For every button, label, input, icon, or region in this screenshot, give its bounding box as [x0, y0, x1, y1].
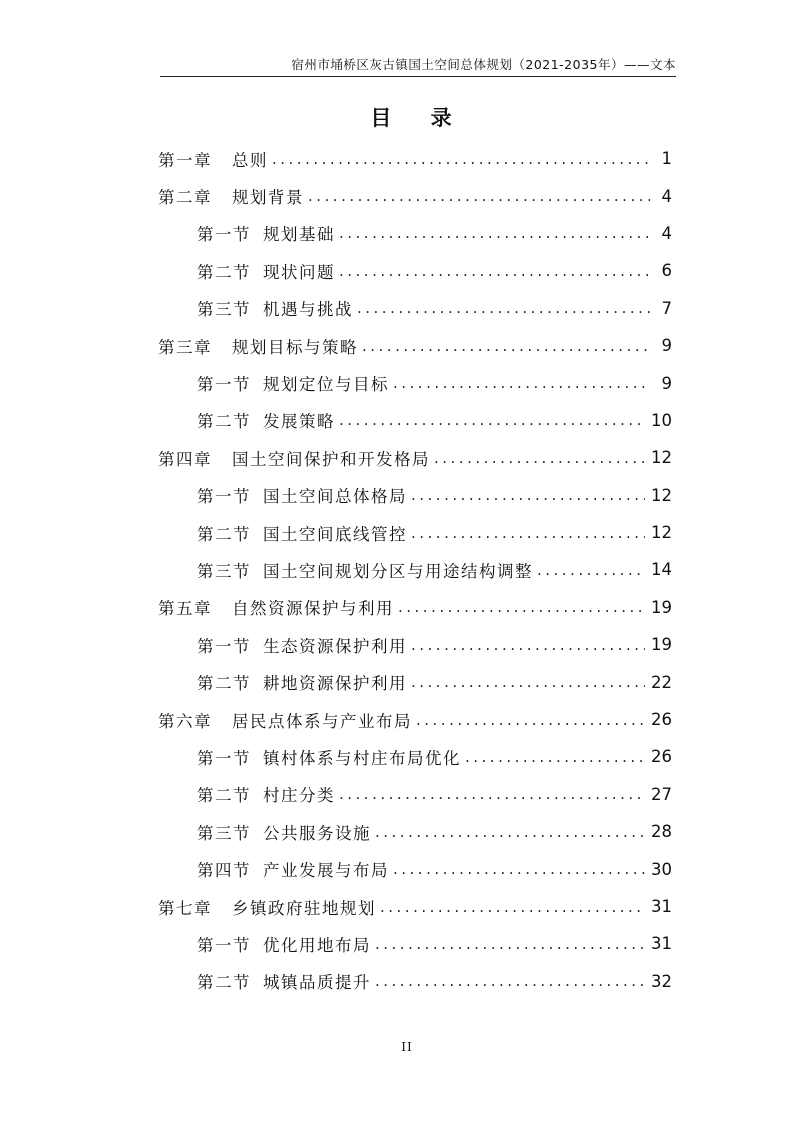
table-of-contents [158, 140, 674, 1000]
toc-entry-title: 优化用地布局 [263, 935, 371, 955]
toc-entry-section[interactable] [158, 813, 674, 850]
toc-entry-section[interactable] [158, 626, 674, 663]
toc-entry-title: 现状问题 [263, 262, 335, 282]
toc-entry-page: 1 [661, 149, 672, 169]
toc-dot-leader [339, 411, 645, 429]
toc-entry-page: 12 [651, 448, 672, 468]
toc-entry-page: 6 [661, 261, 672, 281]
toc-entry-number: 第一节 [197, 375, 251, 395]
toc-entry-label [197, 296, 353, 320]
toc-entry-page: 4 [661, 223, 672, 243]
toc-entry-label [197, 371, 389, 395]
toc-entry-title: 产业发展与布局 [263, 861, 389, 881]
toc-entry-title: 发展策略 [263, 412, 335, 432]
toc-entry-label [197, 483, 407, 507]
running-header [160, 54, 676, 77]
toc-entry-number: 第六章 [158, 711, 212, 731]
toc-entry-number: 第四节 [197, 861, 251, 881]
toc-entry-number: 第一节 [197, 636, 251, 656]
toc-entry-title: 总则 [232, 150, 268, 170]
toc-entry-number: 第三节 [197, 561, 251, 581]
toc-entry-label [158, 446, 430, 470]
toc-dot-leader [380, 898, 645, 916]
toc-entry-section[interactable] [158, 776, 674, 813]
toc-entry-title: 规划基础 [263, 225, 335, 245]
toc-entry-section[interactable] [158, 514, 674, 551]
toc-entry-number: 第二章 [158, 188, 212, 208]
toc-entry-title: 国土空间总体格局 [263, 487, 407, 507]
toc-entry-label [158, 334, 358, 358]
toc-entry-page: 26 [651, 710, 672, 730]
toc-dot-leader [398, 598, 645, 616]
toc-dot-leader [465, 748, 645, 766]
toc-dot-leader [375, 972, 645, 990]
header-title: 宿州市埇桥区灰古镇国土空间总体规划（2021-2035年）——文本 [291, 57, 676, 72]
toc-entry-number: 第三节 [197, 823, 251, 843]
toc-entry-section[interactable] [158, 290, 674, 327]
toc-dot-leader [411, 673, 645, 691]
toc-entry-label [158, 147, 268, 171]
toc-entry-page: 9 [661, 336, 672, 356]
toc-entry-label [197, 558, 533, 582]
toc-entry-label [158, 708, 412, 732]
toc-entry-title: 国土空间保护和开发格局 [232, 449, 430, 469]
toc-entry-section[interactable] [158, 551, 674, 588]
toc-entry-page: 10 [651, 410, 672, 430]
toc-entry-page: 12 [651, 485, 672, 505]
toc-entry-page: 9 [661, 373, 672, 393]
toc-entry-title: 机遇与挑战 [263, 300, 353, 320]
toc-entry-section[interactable] [158, 402, 674, 439]
toc-entry-number: 第二节 [197, 674, 251, 694]
toc-entry-title: 村庄分类 [263, 786, 335, 806]
toc-entry-label [158, 595, 394, 619]
toc-dot-leader [411, 636, 645, 654]
toc-entry-label [197, 259, 335, 283]
toc-entry-section[interactable] [158, 477, 674, 514]
toc-dot-leader [434, 449, 645, 467]
toc-entry-title: 规划定位与目标 [263, 375, 389, 395]
toc-entry-title: 居民点体系与产业布局 [232, 711, 412, 731]
toc-entry-title: 乡镇政府驻地规划 [232, 898, 376, 918]
toc-entry-chapter[interactable] [158, 439, 674, 476]
toc-dot-leader [339, 262, 650, 280]
toc-entry-page: 28 [651, 822, 672, 842]
toc-dot-leader [362, 337, 650, 355]
toc-dot-leader [416, 711, 645, 729]
toc-entry-title: 规划背景 [232, 188, 304, 208]
toc-entry-page: 30 [651, 859, 672, 879]
toc-entry-section[interactable] [158, 850, 674, 887]
toc-entry-label [158, 895, 376, 919]
toc-entry-title: 耕地资源保护利用 [263, 674, 407, 694]
toc-entry-page: 7 [661, 298, 672, 318]
toc-entry-number: 第二节 [197, 973, 251, 993]
toc-entry-chapter[interactable] [158, 177, 674, 214]
toc-entry-section[interactable] [158, 215, 674, 252]
toc-entry-page: 12 [651, 523, 672, 543]
toc-entry-label [197, 820, 371, 844]
toc-entry-page: 31 [651, 897, 672, 916]
toc-dot-leader [339, 785, 645, 803]
toc-dot-leader [357, 299, 650, 317]
toc-entry-number: 第二节 [197, 262, 251, 282]
page-number: II [401, 1040, 413, 1054]
toc-entry-number: 第一节 [197, 487, 251, 507]
toc-entry-page: 19 [651, 597, 672, 617]
toc-entry-section[interactable] [158, 738, 674, 775]
toc-entry-title: 国土空间底线管控 [263, 524, 407, 544]
toc-entry-title: 规划目标与策略 [232, 337, 358, 357]
toc-entry-label [197, 969, 371, 993]
toc-dot-leader [375, 935, 645, 953]
toc-entry-title: 国土空间规划分区与用途结构调整 [263, 561, 533, 581]
toc-entry-label [197, 521, 407, 545]
toc-entry-number: 第五章 [158, 599, 212, 619]
toc-entry-section[interactable] [158, 663, 674, 700]
toc-entry-chapter[interactable] [158, 589, 674, 626]
toc-dot-leader [537, 561, 645, 579]
toc-entry-label [197, 782, 335, 806]
toc-entry-number: 第一章 [158, 150, 212, 170]
toc-entry-number: 第二节 [197, 524, 251, 544]
toc-entry-label [197, 670, 407, 694]
toc-entry-number: 第三节 [197, 300, 251, 320]
toc-entry-number: 第一节 [197, 748, 251, 768]
toc-entry-title: 城镇品质提升 [263, 973, 371, 993]
toc-dot-leader [339, 224, 650, 242]
toc-entry-title: 公共服务设施 [263, 823, 371, 843]
toc-entry-page: 19 [651, 635, 672, 655]
toc-entry-page: 4 [661, 186, 672, 206]
toc-entry-label [197, 857, 389, 881]
toc-dot-leader [272, 150, 650, 168]
toc-dot-leader [308, 187, 650, 205]
toc-dot-leader [393, 860, 645, 878]
toc-entry-page: 26 [651, 747, 672, 767]
toc-entry-number: 第七章 [158, 898, 212, 918]
toc-entry-number: 第二节 [197, 412, 251, 432]
toc-dot-leader [411, 486, 645, 504]
toc-entry-section[interactable] [158, 963, 674, 1000]
toc-entry-section[interactable] [158, 364, 674, 401]
toc-entry-page: 27 [651, 784, 672, 804]
toc-entry-title: 自然资源保护与利用 [232, 599, 394, 619]
toc-entry-chapter[interactable] [158, 888, 674, 925]
toc-entry-number: 第一节 [197, 935, 251, 955]
toc-entry-number: 第一节 [197, 225, 251, 245]
toc-entry-title: 生态资源保护利用 [263, 636, 407, 656]
toc-entry-section[interactable] [158, 252, 674, 289]
toc-entry-number: 第二节 [197, 786, 251, 806]
toc-entry-page: 32 [651, 971, 672, 991]
toc-entry-number: 第四章 [158, 449, 212, 469]
toc-dot-leader [375, 823, 645, 841]
toc-entry-title: 镇村体系与村庄布局优化 [263, 748, 461, 768]
toc-entry-label [158, 184, 304, 208]
toc-entry-label [197, 408, 335, 432]
toc-dot-leader [411, 524, 645, 542]
toc-entry-label [197, 932, 371, 956]
toc-entry-page: 14 [651, 560, 672, 580]
toc-entry-page: 22 [651, 672, 672, 692]
toc-entry-label [197, 745, 461, 769]
toc-entry-label [197, 221, 335, 245]
toc-entry-section[interactable] [158, 925, 674, 962]
toc-entry-number: 第三章 [158, 337, 212, 357]
toc-entry-page: 31 [651, 934, 672, 954]
toc-entry-chapter[interactable] [158, 327, 674, 364]
toc-title: 目 录 [370, 106, 468, 130]
toc-entry-chapter[interactable] [158, 701, 674, 738]
toc-dot-leader [393, 374, 650, 392]
toc-entry-chapter[interactable] [158, 140, 674, 177]
toc-entry-label [197, 633, 407, 657]
